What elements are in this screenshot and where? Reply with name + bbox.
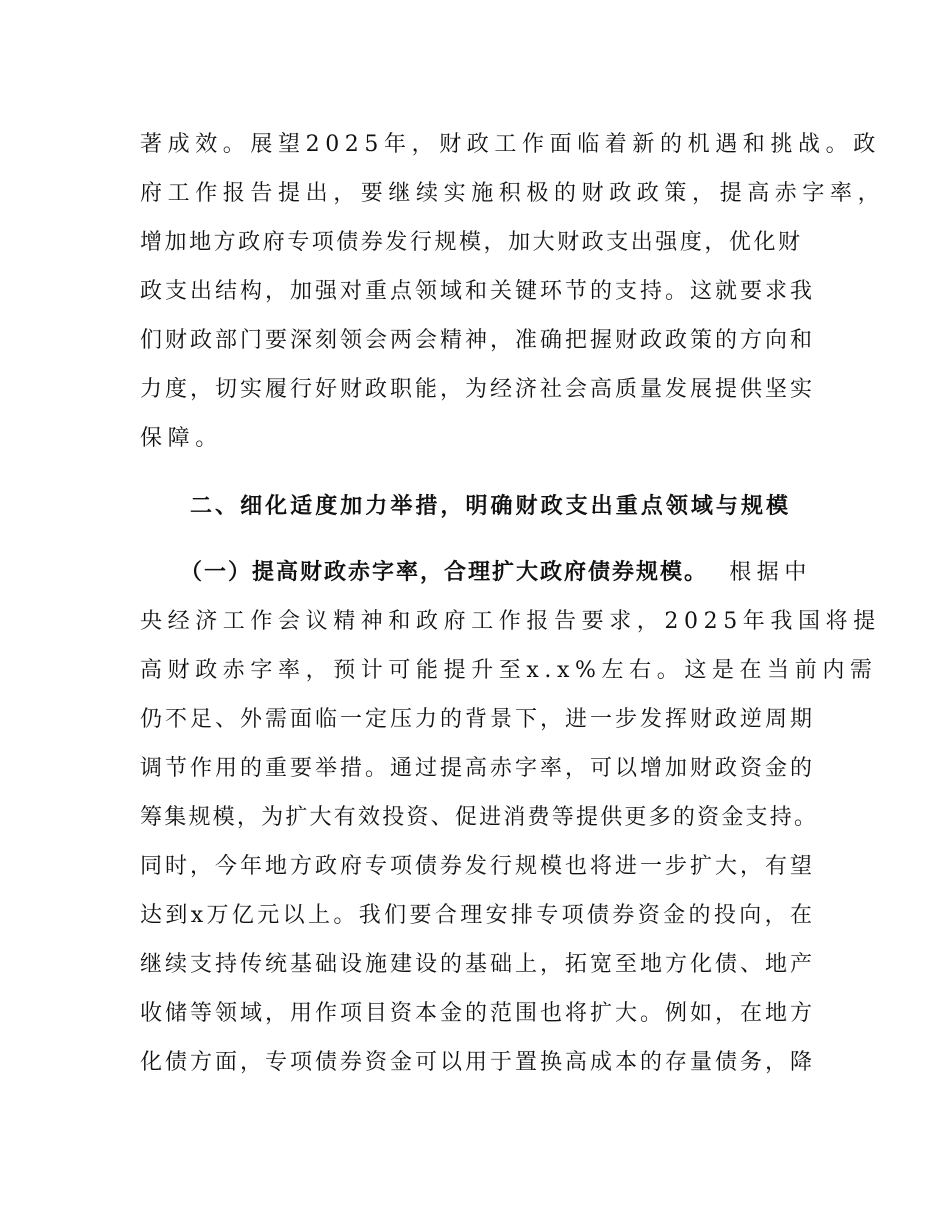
paragraph-line: 们财政部门要深刻领会两会精神，准确把握财政政策的方向和 xyxy=(140,328,812,353)
paragraph-line: 仍不足、外需面临一定压力的背景下，进一步发挥财政逆周期 xyxy=(140,707,812,732)
paragraph-line: 继续支持传统基础设施建设的基础上，拓宽至地方化债、地产 xyxy=(140,952,812,977)
paragraph-line: 央经济工作会议精神和政府工作报告要求，2025年我国将提 xyxy=(140,609,881,634)
subsection-title: （一）提高财政赤字率，合理扩大政府债券规模。 xyxy=(180,560,709,585)
paragraph-line: 同时，今年地方政府专项债券发行规模也将进一步扩大，有望 xyxy=(140,854,812,879)
paragraph-line: 增加地方政府专项债券发行规模，加大财政支出强度，优化财 xyxy=(140,230,800,255)
subsection-first-line xyxy=(180,558,812,588)
paragraph-line: 化债方面，专项债券资金可以用于置换高成本的存量债务，降 xyxy=(140,1050,812,1075)
paragraph-line: 政支出结构，加强对重点领域和关键环节的支持。这就要求我 xyxy=(140,279,812,304)
paragraph-line: 筹集规模，为扩大有效投资、促进消费等提供更多的资金支持。 xyxy=(140,805,816,830)
paragraph-line: 著成效。展望2025年，财政工作面临着新的机遇和挑战。政 xyxy=(140,132,881,157)
paragraph-text: 根据中 xyxy=(729,560,812,585)
paragraph-line: 达到x万亿元以上。我们要合理安排专项债券资金的投向，在 xyxy=(140,903,812,928)
paragraph-line: 调节作用的重要举措。通过提高赤字率，可以增加财政资金的 xyxy=(140,756,812,781)
paragraph-line: 收储等领域，用作项目资本金的范围也将扩大。例如，在地方 xyxy=(140,1001,812,1026)
paragraph-line: 保障。 xyxy=(140,426,223,451)
paragraph-line: 力度，切实履行好财政职能，为经济社会高质量发展提供坚实 xyxy=(140,377,812,402)
section-heading: 二、细化适度加力举措，明确财政支出重点领域与规模 xyxy=(190,494,790,519)
paragraph-line: 府工作报告提出，要继续实施积极的财政政策，提高赤字率， xyxy=(140,181,886,206)
paragraph-line: 高财政赤字率，预计可能提升至x.x%左右。这是在当前内需 xyxy=(140,658,878,683)
